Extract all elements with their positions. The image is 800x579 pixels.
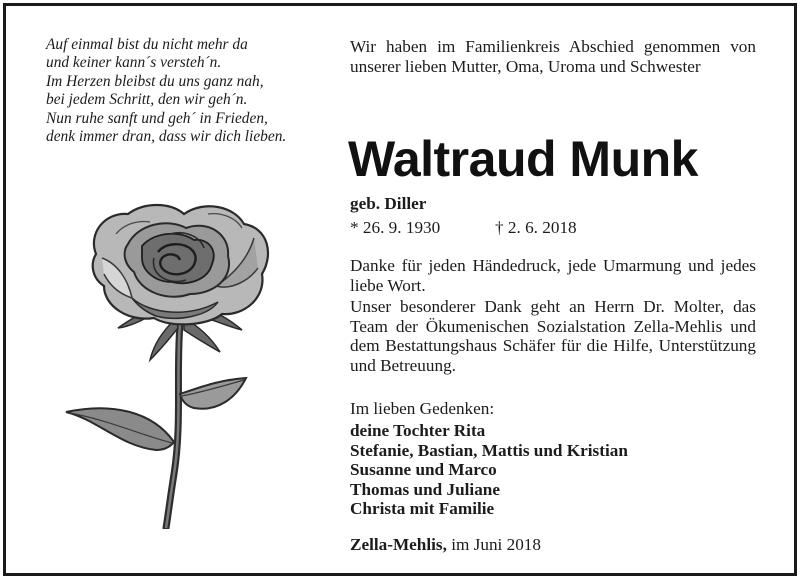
poem-line: denk immer dran, dass wir dich lieben. (46, 128, 287, 146)
poem-line: Im Herzen bleibst du uns ganz nah, (46, 72, 264, 90)
poem-line: Auf einmal bist du nicht mehr da (46, 36, 248, 53)
poem-line: bei jedem Schritt, den wir geh´n. (46, 91, 248, 109)
birth-date: * 26. 9. 1930 (350, 218, 441, 237)
closing-line (350, 535, 756, 555)
closing-place: Zella-Mehlis, (350, 535, 447, 554)
life-dates (350, 218, 756, 238)
mourner-name: Stefanie, Bastian, Mattis und Kristian (350, 440, 628, 460)
mourner-name: Thomas und Juliane (350, 479, 500, 499)
mourner-name: Susanne und Marco (350, 460, 497, 480)
thanks-paragraph: Unser besonderer Dank geht an Herrn Dr. Molter, das Team der Ökumenischen Sozialstation Zella-Mehlis und dem Bestattungshaus Schäfer für die Hilfe, Unterstützung und Betreuung. (350, 297, 756, 375)
mourner-name: deine Tochter Rita (350, 421, 486, 440)
mourners-list (350, 421, 756, 519)
rose-icon (58, 194, 288, 529)
obituary-notice (3, 3, 797, 576)
poem-line: und keiner kann´s versteh´n. (46, 54, 222, 72)
intro-text: Wir haben im Familienkreis Abschied genommen von unserer lieben Mutter, Oma, Uroma und Schwester (350, 37, 756, 76)
death-date: † 2. 6. 2018 (495, 218, 577, 237)
mourner-name: Christa mit Familie (350, 499, 495, 519)
poem-line: Nun ruhe sanft und geh´ in Frieden, (46, 109, 268, 127)
deceased-name: Waltraud Munk (348, 131, 698, 187)
closing-date: im Juni 2018 (451, 535, 541, 554)
maiden-name: geb. Diller (350, 194, 427, 213)
mourners-intro: Im lieben Gedenken: (350, 399, 495, 418)
poem (46, 36, 346, 146)
thanks-paragraph: Danke für jeden Händedruck, jede Umarmung und jedes liebe Wort. (350, 256, 756, 295)
